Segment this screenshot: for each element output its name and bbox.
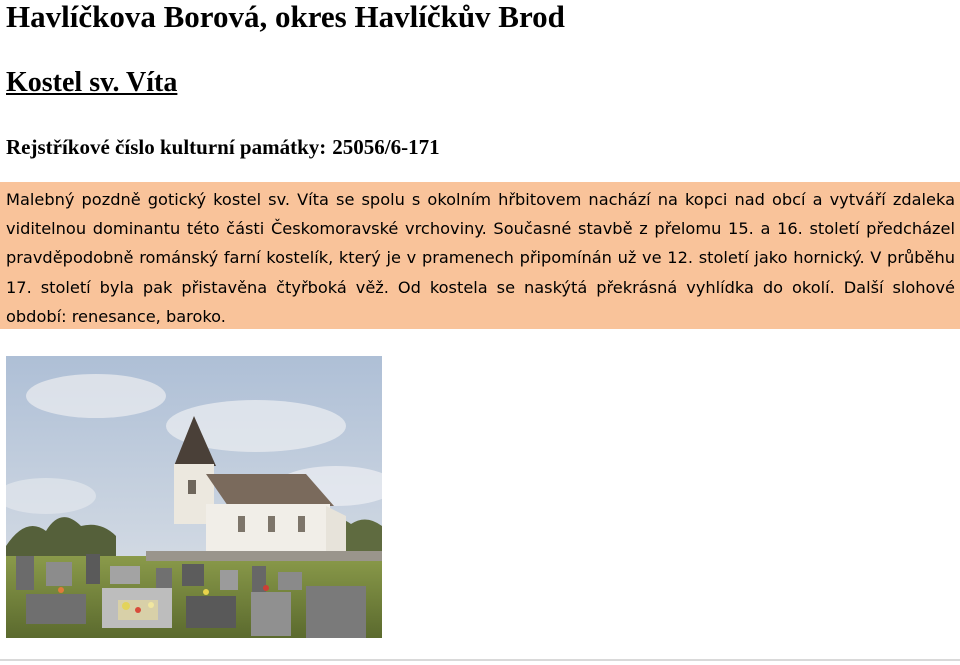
register-number (6, 134, 440, 160)
register-label: Rejstříkové číslo kulturní památky: (6, 135, 327, 159)
church-photo (6, 356, 382, 638)
monument-title: Kostel sv. Víta (6, 67, 178, 98)
page-title: Havlíčkova Borová, okres Havlíčkův Brod (6, 0, 565, 34)
register-value: 25056/6-171 (332, 135, 440, 159)
bottom-divider (0, 659, 960, 661)
monument-description: Malebný pozdně gotický kostel sv. Víta se spolu s okolním hřbitovem nachází na kopci nad obcí a vytváří zdaleka viditelnou dominantu této části Českomoravské vrchoviny. Současné stavbě z přelomu 15. a 16. století předcházel pravděpodobně románský farní kostelík, který je v pramenech připomínán už ve 12. století jako hornický. V průběhu 17. století byla pak přistavěna čtyřboká věž. Od kostela se naskýtá překrásná vyhlídka do okolí. Další slohové období: renesance, baroko. (0, 182, 960, 329)
